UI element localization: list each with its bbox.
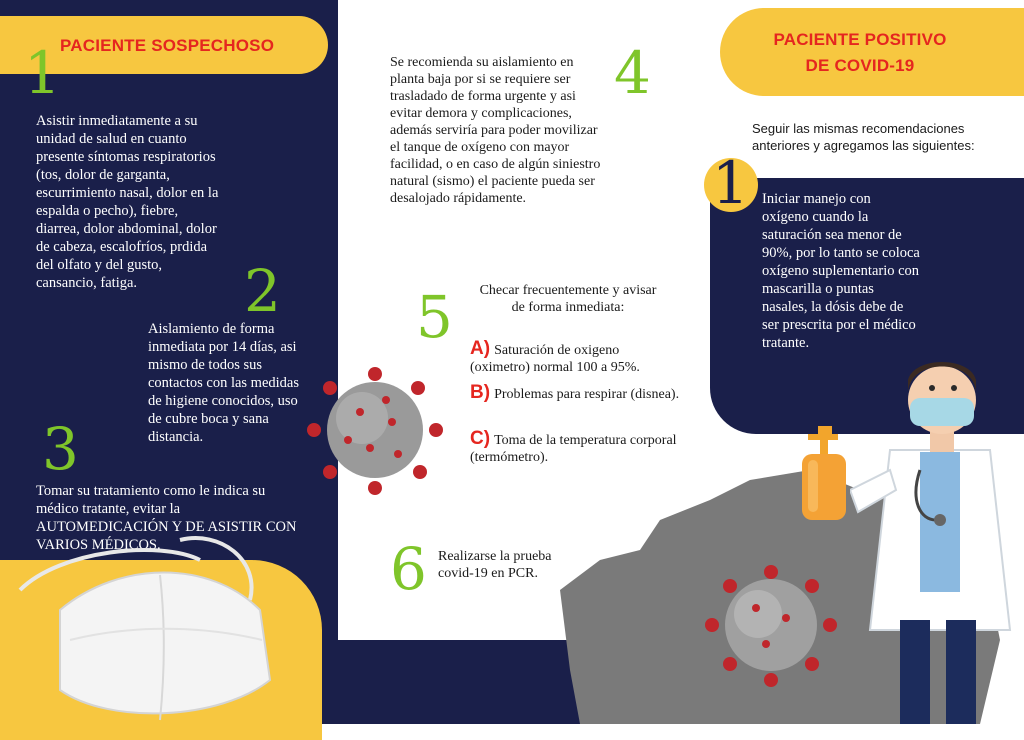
doctor-image xyxy=(850,340,1024,724)
step-number-6: 6 xyxy=(390,535,427,603)
check-b xyxy=(470,384,680,403)
step-text-5: Checar frecuentemente y avisar de forma inmediata: xyxy=(479,283,657,315)
step-number-2: 2 xyxy=(244,257,281,325)
step-number-3: 3 xyxy=(42,415,79,483)
coronavirus-image-2 xyxy=(696,560,846,690)
right-intro: Seguir las mismas recomendaciones anteriores y agregamos las siguientes: xyxy=(752,121,975,153)
step-number-5: 5 xyxy=(416,283,453,351)
step-text-4: Se recomienda su aislamiento en planta baja por si se requiere ser trasladado de forma urgente y asi evitar demora y complicaciones, además serviría para poder movilizar el tanque de oxígeno con mayor facilidad, o en caso de algún siniestro natural (sismo) el paciente pueda ser desalojado rápidamente. xyxy=(390,55,601,206)
step-text-1: Asistir inmediatamente a su unidad de salud en cuanto presente síntomas respiratorios (tos, dolor de garganta, escurrimiento nasal, dolor en la espalda o pecho), fiebre, diarrea, dolor abdominal, dolor de cabeza, escalofríos, prdida del olfato y del gusto, cansancio, fatiga. xyxy=(36,113,219,291)
coronavirus-image xyxy=(300,362,450,498)
step-text-2: Aislamiento de forma inmediata por 14 días, asi mismo de todos sus contactos con las medidas de higiene conocidos, uso de cubre boca y sana distancia. xyxy=(148,321,299,445)
check-a-letter: A) xyxy=(470,338,491,359)
left-title: PACIENTE SOSPECHOSO xyxy=(60,36,275,55)
right-title-line2: DE COVID-19 xyxy=(805,56,915,75)
right-step-text-1: Iniciar manejo con oxígeno cuando la saturación sea menor de 90%, por lo tanto se coloca oxígeno suplementario con mascarilla o puntas nasales, la dósis debe de ser prescrita por el médico tratante. xyxy=(762,191,920,351)
check-a-text: Saturación de oxigeno (oximetro) normal 100 a 95%. xyxy=(470,343,640,375)
right-title-line1: PACIENTE POSITIVO xyxy=(773,30,947,49)
check-c-text: Toma de la temperatura corporal (termómetro). xyxy=(470,433,677,465)
check-c-letter: C) xyxy=(470,428,491,449)
check-b-letter: B) xyxy=(470,382,491,403)
step-text-3: Tomar su tratamiento como le indica su médico tratante, evitar la AUTOMEDICACIÓN Y DE ASISTIR CON VARIOS MÉDICOS. xyxy=(36,483,297,553)
step-text-6: Realizarse la prueba covid-19 en PCR. xyxy=(438,549,552,581)
step-number-4: 4 xyxy=(614,39,651,107)
check-b-text: Problemas para respirar (disnea). xyxy=(494,387,680,402)
right-step-number-1: 1 xyxy=(712,149,749,217)
right-title-pill xyxy=(720,8,1024,96)
check-a xyxy=(470,340,680,376)
step-number-1: 1 xyxy=(24,39,61,107)
face-mask-image xyxy=(0,530,330,724)
